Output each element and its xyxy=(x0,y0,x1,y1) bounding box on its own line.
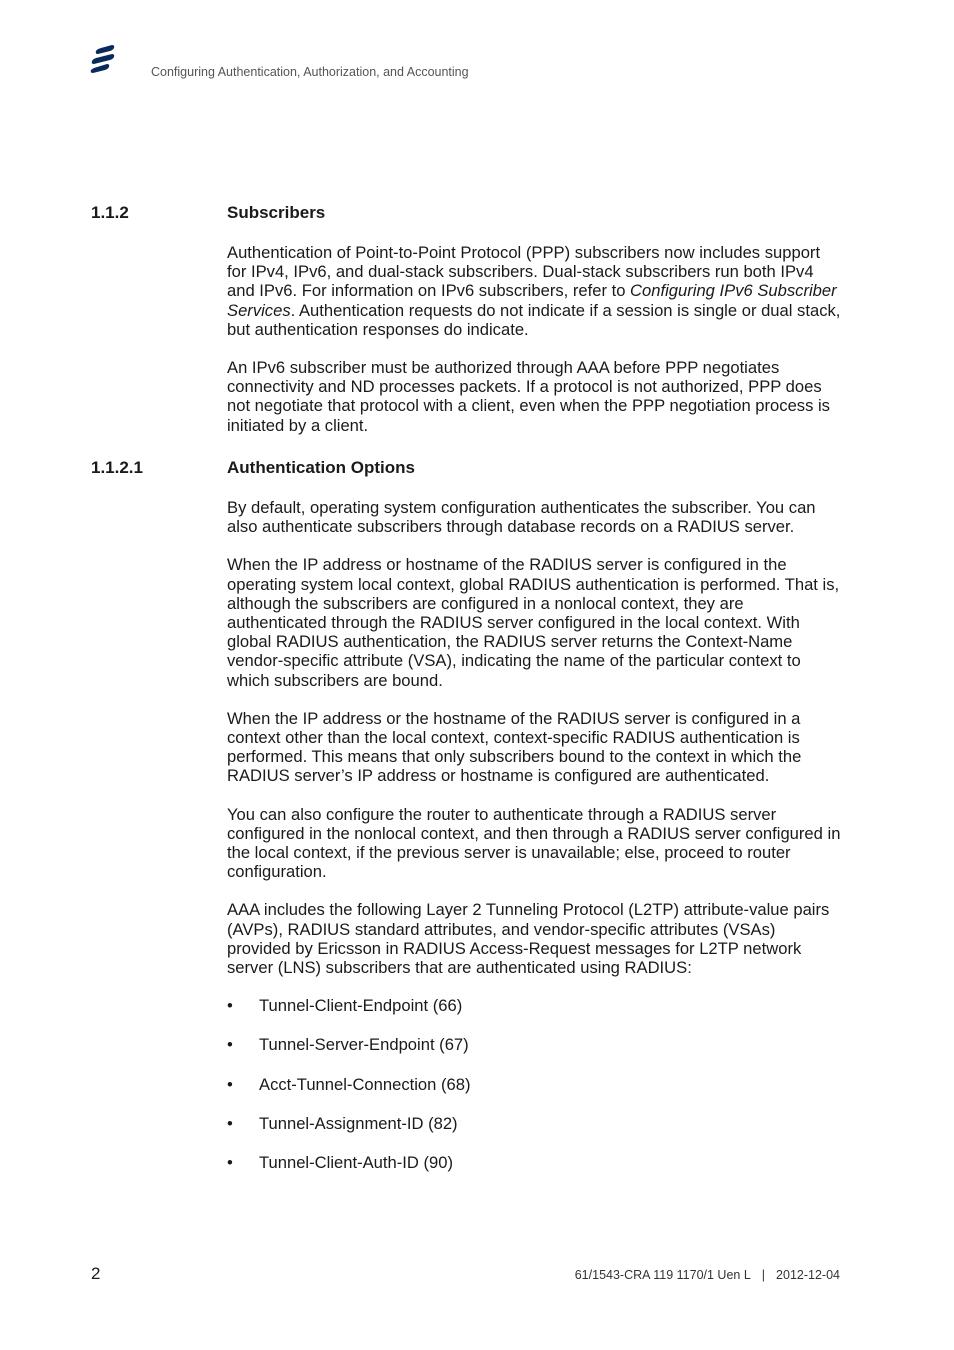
document-date: 2012-12-04 xyxy=(776,1268,840,1282)
section-title: Subscribers xyxy=(227,203,326,222)
ericsson-logo-icon xyxy=(88,44,118,78)
paragraph: AAA includes the following Layer 2 Tunneling Protocol (L2TP) attribute-value pairs (AVPs), RADIUS standard attributes, and vendor-specific attributes (VSAs) provided by Ericsson in RADIUS Access-Request messages for L2TP network server (LNS) subscribers that are authenticated using RADIUS: xyxy=(227,900,830,978)
subsection-title: Authentication Options xyxy=(227,458,415,477)
list-item: • Acct-Tunnel-Connection (68) xyxy=(227,1074,471,1094)
paragraph: Authentication of Point-to-Point Protocol (PPP) subscribers now includes support for IPv4, IPv6, and dual-stack subscribers. Dual-stack subscribers run both IPv4 and IPv6. For information on IPv6 subscribers, refer to Configuring IPv6 Subscriber Services. Authentication requests do not indicate if a session is single or dual stack, but authentication responses do indicate. xyxy=(227,243,841,339)
section-number: 1.1.2 xyxy=(91,203,129,222)
subsection-number: 1.1.2.1 xyxy=(91,458,143,477)
list-item: • Tunnel-Client-Endpoint (66) xyxy=(227,996,463,1016)
paragraph: By default, operating system configuration authenticates the subscriber. You can also authenticate subscribers through database records on a RADIUS server. xyxy=(227,498,816,537)
bullet-icon: • xyxy=(227,996,233,1016)
paragraph: When the IP address or hostname of the RADIUS server is configured in the operating system local context, global RADIUS authentication is performed. That is, although the subscribers are configured in a nonlocal context, they are authenticated through the RADIUS server configured in the local context. With global RADIUS authentication, the RADIUS server returns the Context-Name vendor-specific attribute (VSA), indicating the name of the particular context to which subscribers are bound. xyxy=(227,555,840,690)
paragraph: When the IP address or the hostname of the RADIUS server is configured in a context other than the local context, context-specific RADIUS authentication is performed. This means that only subscribers bound to the context in which the RADIUS server’s IP address or hostname is configured are authenticated. xyxy=(227,708,802,786)
page-number: 2 xyxy=(91,1264,101,1283)
list-item: • Tunnel-Client-Auth-ID (90) xyxy=(227,1153,453,1173)
bullet-icon: • xyxy=(227,1035,233,1055)
paragraph: An IPv6 subscriber must be authorized through AAA before PPP negotiates connectivity and ND processes packets. If a protocol is not authorized, PPP does not negotiate that protocol with a client, even when the PPP negotiation process is initiated by a client. xyxy=(227,358,830,435)
bullet-icon: • xyxy=(227,1153,233,1173)
attribute-list xyxy=(227,996,843,1172)
document-id: 61/1543-CRA 119 1170/1 Uen L | 2012-12-04 xyxy=(574,1268,840,1282)
bullet-icon: • xyxy=(227,1113,233,1133)
list-item: • Tunnel-Assignment-ID (82) xyxy=(227,1113,458,1133)
running-header-title: Configuring Authentication, Authorization, and Accounting xyxy=(151,65,469,79)
paragraph: You can also configure the router to authenticate through a RADIUS server configured in the nonlocal context, and then through a RADIUS server configured in the local context, if the previous server is unavailable; else, proceed to router configuration. xyxy=(227,804,841,882)
document-reference: Configuring IPv6 Subscriber Services xyxy=(227,281,837,320)
subsection-body xyxy=(227,498,843,1192)
bullet-icon: • xyxy=(227,1074,233,1094)
section-body xyxy=(227,243,843,454)
list-item: • Tunnel-Server-Endpoint (67) xyxy=(227,1035,469,1055)
